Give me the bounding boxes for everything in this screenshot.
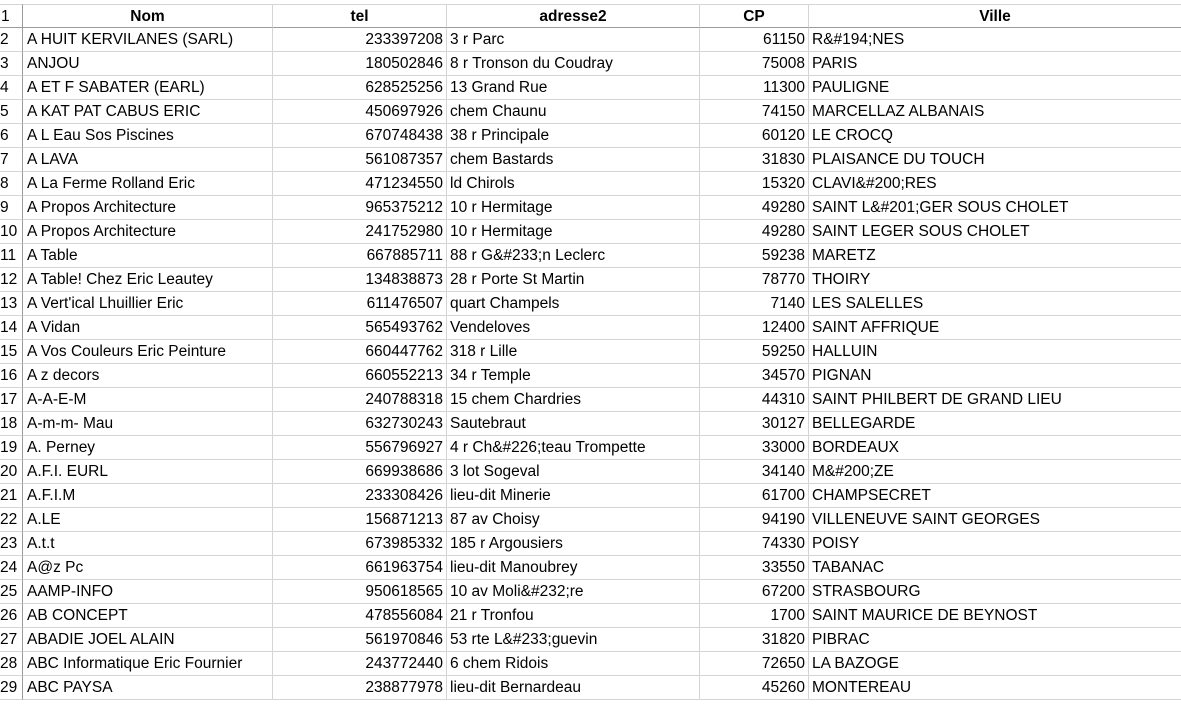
row-number[interactable]: 11 [0, 244, 23, 268]
cell-tel[interactable]: 134838873 [273, 268, 447, 292]
cell-ville[interactable]: BORDEAUX [809, 436, 1181, 460]
table-row [0, 196, 1181, 220]
table-row [0, 436, 1181, 460]
cell-cp[interactable]: 33000 [700, 436, 809, 460]
table-row [0, 460, 1181, 484]
cell-cp[interactable]: 15320 [700, 172, 809, 196]
cell-nom[interactable]: AB CONCEPT [23, 604, 273, 628]
cell-adresse2[interactable]: 318 r Lille [447, 340, 700, 364]
cell-ville[interactable]: POISY [809, 532, 1181, 556]
table-row [0, 292, 1181, 316]
row-number[interactable]: 1 [0, 4, 23, 28]
cell-tel[interactable]: 233397208 [273, 28, 447, 52]
header-row [0, 4, 1181, 28]
cell-ville[interactable]: MONTEREAU [809, 676, 1181, 700]
cell-cp[interactable]: 59238 [700, 244, 809, 268]
cell-adresse2[interactable]: lieu-dit Bernardeau [447, 676, 700, 700]
cell-cp[interactable]: 34140 [700, 460, 809, 484]
table-row [0, 172, 1181, 196]
cell-nom[interactable]: A HUIT KERVILANES (SARL) [23, 28, 273, 52]
table-row [0, 268, 1181, 292]
cell-cp[interactable]: 11300 [700, 76, 809, 100]
cell-tel[interactable]: 565493762 [273, 316, 447, 340]
cell-tel[interactable]: 471234550 [273, 172, 447, 196]
cell-adresse2[interactable]: 38 r Principale [447, 124, 700, 148]
cell-adresse2[interactable]: 10 av Moli&#232;re [447, 580, 700, 604]
table-row [0, 412, 1181, 436]
cell-ville[interactable]: SAINT L&#201;GER SOUS CHOLET [809, 196, 1181, 220]
cell-nom[interactable]: A@z Pc [23, 556, 273, 580]
cell-nom[interactable]: AAMP-INFO [23, 580, 273, 604]
row-number[interactable]: 7 [0, 148, 23, 172]
cell-adresse2[interactable]: chem Bastards [447, 148, 700, 172]
row-number[interactable]: 23 [0, 532, 23, 556]
cell-nom[interactable]: A ET F SABATER (EARL) [23, 76, 273, 100]
cell-tel[interactable]: 241752980 [273, 220, 447, 244]
cell-tel[interactable]: 233308426 [273, 484, 447, 508]
cell-cp[interactable]: 94190 [700, 508, 809, 532]
cell-cp[interactable]: 44310 [700, 388, 809, 412]
cell-adresse2[interactable]: 3 lot Sogeval [447, 460, 700, 484]
cell-nom[interactable]: ABC Informatique Eric Fournier [23, 652, 273, 676]
cell-cp[interactable]: 7140 [700, 292, 809, 316]
row-number[interactable]: 17 [0, 388, 23, 412]
table-row [0, 52, 1181, 76]
cell-adresse2[interactable]: chem Chaunu [447, 100, 700, 124]
cell-cp[interactable]: 74150 [700, 100, 809, 124]
row-number[interactable]: 29 [0, 676, 23, 700]
cell-adresse2[interactable]: 87 av Choisy [447, 508, 700, 532]
cell-ville[interactable]: PIBRAC [809, 628, 1181, 652]
row-number[interactable]: 27 [0, 628, 23, 652]
cell-cp[interactable]: 31830 [700, 148, 809, 172]
cell-cp[interactable]: 60120 [700, 124, 809, 148]
cell-cp[interactable]: 45260 [700, 676, 809, 700]
row-number[interactable]: 6 [0, 124, 23, 148]
cell-tel[interactable]: 661963754 [273, 556, 447, 580]
row-number[interactable]: 24 [0, 556, 23, 580]
cell-cp[interactable]: 34570 [700, 364, 809, 388]
cell-nom[interactable]: A.LE [23, 508, 273, 532]
cell-cp[interactable]: 31820 [700, 628, 809, 652]
cell-nom[interactable]: A Table! Chez Eric Leautey [23, 268, 273, 292]
cell-nom[interactable]: A Vidan [23, 316, 273, 340]
cell-adresse2[interactable]: 34 r Temple [447, 364, 700, 388]
cell-tel[interactable]: 180502846 [273, 52, 447, 76]
cell-ville[interactable]: VILLENEUVE SAINT GEORGES [809, 508, 1181, 532]
cell-tel[interactable]: 669938686 [273, 460, 447, 484]
cell-tel[interactable]: 478556084 [273, 604, 447, 628]
cell-ville[interactable]: BELLEGARDE [809, 412, 1181, 436]
cell-adresse2[interactable]: Vendeloves [447, 316, 700, 340]
row-number[interactable]: 18 [0, 412, 23, 436]
row-number[interactable]: 13 [0, 292, 23, 316]
cell-cp[interactable]: 49280 [700, 196, 809, 220]
cell-cp[interactable]: 30127 [700, 412, 809, 436]
cell-nom[interactable]: A KAT PAT CABUS ERIC [23, 100, 273, 124]
cell-ville[interactable]: PARIS [809, 52, 1181, 76]
cell-cp[interactable]: 12400 [700, 316, 809, 340]
column-header-adresse2[interactable]: adresse2 [447, 4, 700, 28]
cell-adresse2[interactable]: 3 r Parc [447, 28, 700, 52]
cell-tel[interactable]: 965375212 [273, 196, 447, 220]
cell-ville[interactable]: SAINT PHILBERT DE GRAND LIEU [809, 388, 1181, 412]
cell-ville[interactable]: PAULIGNE [809, 76, 1181, 100]
cell-nom[interactable]: A Vert'ical Lhuillier Eric [23, 292, 273, 316]
cell-tel[interactable]: 660552213 [273, 364, 447, 388]
table-row [0, 148, 1181, 172]
cell-adresse2[interactable]: 8 r Tronson du Coudray [447, 52, 700, 76]
table-row [0, 580, 1181, 604]
table-row [0, 316, 1181, 340]
table-row [0, 220, 1181, 244]
cell-cp[interactable]: 61700 [700, 484, 809, 508]
cell-adresse2[interactable]: 185 r Argousiers [447, 532, 700, 556]
cell-nom[interactable]: A z decors [23, 364, 273, 388]
cell-cp[interactable]: 74330 [700, 532, 809, 556]
row-number[interactable]: 19 [0, 436, 23, 460]
cell-nom[interactable]: ABADIE JOEL ALAIN [23, 628, 273, 652]
cell-tel[interactable]: 561087357 [273, 148, 447, 172]
row-number[interactable]: 22 [0, 508, 23, 532]
cell-nom[interactable]: A. Perney [23, 436, 273, 460]
cell-ville[interactable]: STRASBOURG [809, 580, 1181, 604]
cell-adresse2[interactable]: 4 r Ch&#226;teau Trompette [447, 436, 700, 460]
cell-ville[interactable]: CHAMPSECRET [809, 484, 1181, 508]
cell-nom[interactable]: A LAVA [23, 148, 273, 172]
cell-cp[interactable]: 67200 [700, 580, 809, 604]
table-row [0, 76, 1181, 100]
row-number[interactable]: 2 [0, 28, 23, 52]
table-row [0, 628, 1181, 652]
cell-ville[interactable]: SAINT AFFRIQUE [809, 316, 1181, 340]
cell-cp[interactable]: 49280 [700, 220, 809, 244]
table-row [0, 340, 1181, 364]
cell-cp[interactable]: 59250 [700, 340, 809, 364]
cell-ville[interactable]: LES SALELLES [809, 292, 1181, 316]
cell-nom[interactable]: ABC PAYSA [23, 676, 273, 700]
cell-nom[interactable]: A La Ferme Rolland Eric [23, 172, 273, 196]
column-header-tel[interactable]: tel [273, 4, 447, 28]
row-number[interactable]: 20 [0, 460, 23, 484]
cell-adresse2[interactable]: quart Champels [447, 292, 700, 316]
table-row [0, 28, 1181, 52]
table-row [0, 676, 1181, 700]
cell-tel[interactable]: 670748438 [273, 124, 447, 148]
cell-tel[interactable]: 243772440 [273, 652, 447, 676]
table-row [0, 100, 1181, 124]
cell-tel[interactable]: 611476507 [273, 292, 447, 316]
cell-adresse2[interactable]: 28 r Porte St Martin [447, 268, 700, 292]
row-number[interactable]: 10 [0, 220, 23, 244]
cell-nom[interactable]: A Table [23, 244, 273, 268]
table-row [0, 508, 1181, 532]
cell-nom[interactable]: A Vos Couleurs Eric Peinture [23, 340, 273, 364]
cell-ville[interactable]: M&#200;ZE [809, 460, 1181, 484]
cell-adresse2[interactable]: lieu-dit Manoubrey [447, 556, 700, 580]
cell-nom[interactable]: A.F.I. EURL [23, 460, 273, 484]
table-row [0, 556, 1181, 580]
cell-tel[interactable]: 667885711 [273, 244, 447, 268]
cell-adresse2[interactable]: 21 r Tronfou [447, 604, 700, 628]
table-row [0, 244, 1181, 268]
cell-tel[interactable]: 561970846 [273, 628, 447, 652]
cell-tel[interactable]: 238877978 [273, 676, 447, 700]
cell-tel[interactable]: 156871213 [273, 508, 447, 532]
row-number[interactable]: 4 [0, 76, 23, 100]
column-header-ville[interactable]: Ville [809, 4, 1181, 28]
cell-cp[interactable]: 61150 [700, 28, 809, 52]
cell-tel[interactable]: 632730243 [273, 412, 447, 436]
cell-adresse2[interactable]: 6 chem Ridois [447, 652, 700, 676]
table-row [0, 484, 1181, 508]
row-number[interactable]: 15 [0, 340, 23, 364]
row-number[interactable]: 5 [0, 100, 23, 124]
cell-tel[interactable]: 950618565 [273, 580, 447, 604]
cell-adresse2[interactable]: 10 r Hermitage [447, 196, 700, 220]
cell-cp[interactable]: 33550 [700, 556, 809, 580]
table-row [0, 532, 1181, 556]
cell-nom[interactable]: A Propos Architecture [23, 196, 273, 220]
cell-adresse2[interactable]: 15 chem Chardries [447, 388, 700, 412]
cell-ville[interactable]: PIGNAN [809, 364, 1181, 388]
cell-ville[interactable]: THOIRY [809, 268, 1181, 292]
cell-tel[interactable]: 240788318 [273, 388, 447, 412]
cell-adresse2[interactable]: Sautebraut [447, 412, 700, 436]
table-row [0, 364, 1181, 388]
cell-nom[interactable]: A.t.t [23, 532, 273, 556]
row-number[interactable]: 3 [0, 52, 23, 76]
column-header-cp[interactable]: CP [700, 4, 809, 28]
cell-ville[interactable]: HALLUIN [809, 340, 1181, 364]
cell-ville[interactable]: R&#194;NES [809, 28, 1181, 52]
cell-tel[interactable]: 660447762 [273, 340, 447, 364]
cell-cp[interactable]: 78770 [700, 268, 809, 292]
cell-adresse2[interactable]: ld Chirols [447, 172, 700, 196]
cell-ville[interactable]: SAINT LEGER SOUS CHOLET [809, 220, 1181, 244]
table-row [0, 388, 1181, 412]
cell-nom[interactable]: A-A-E-M [23, 388, 273, 412]
cell-nom[interactable]: A-m-m- Mau [23, 412, 273, 436]
row-number[interactable]: 12 [0, 268, 23, 292]
cell-ville[interactable]: PLAISANCE DU TOUCH [809, 148, 1181, 172]
row-number[interactable]: 16 [0, 364, 23, 388]
cell-adresse2[interactable]: 13 Grand Rue [447, 76, 700, 100]
column-header-nom[interactable]: Nom [23, 4, 273, 28]
cell-cp[interactable]: 75008 [700, 52, 809, 76]
table-row [0, 604, 1181, 628]
row-number[interactable]: 8 [0, 172, 23, 196]
row-number[interactable]: 21 [0, 484, 23, 508]
table-row [0, 652, 1181, 676]
cell-ville[interactable]: SAINT MAURICE DE BEYNOST [809, 604, 1181, 628]
cell-nom[interactable]: A Propos Architecture [23, 220, 273, 244]
row-number[interactable]: 28 [0, 652, 23, 676]
row-number[interactable]: 9 [0, 196, 23, 220]
table-row [0, 124, 1181, 148]
cell-adresse2[interactable]: 88 r G&#233;n Leclerc [447, 244, 700, 268]
cell-nom[interactable]: ANJOU [23, 52, 273, 76]
row-number[interactable]: 26 [0, 604, 23, 628]
cell-cp[interactable]: 1700 [700, 604, 809, 628]
cell-ville[interactable]: TABANAC [809, 556, 1181, 580]
cell-tel[interactable]: 556796927 [273, 436, 447, 460]
cell-tel[interactable]: 628525256 [273, 76, 447, 100]
cell-ville[interactable]: MARCELLAZ ALBANAIS [809, 100, 1181, 124]
cell-ville[interactable]: LE CROCQ [809, 124, 1181, 148]
cell-cp[interactable]: 72650 [700, 652, 809, 676]
cell-ville[interactable]: CLAVI&#200;RES [809, 172, 1181, 196]
row-number[interactable]: 25 [0, 580, 23, 604]
row-number[interactable]: 14 [0, 316, 23, 340]
cell-ville[interactable]: MARETZ [809, 244, 1181, 268]
cell-adresse2[interactable]: 10 r Hermitage [447, 220, 700, 244]
cell-nom[interactable]: A L Eau Sos Piscines [23, 124, 273, 148]
cell-tel[interactable]: 450697926 [273, 100, 447, 124]
cell-ville[interactable]: LA BAZOGE [809, 652, 1181, 676]
cell-tel[interactable]: 673985332 [273, 532, 447, 556]
cell-adresse2[interactable]: lieu-dit Minerie [447, 484, 700, 508]
cell-adresse2[interactable]: 53 rte L&#233;guevin [447, 628, 700, 652]
cell-nom[interactable]: A.F.I.M [23, 484, 273, 508]
